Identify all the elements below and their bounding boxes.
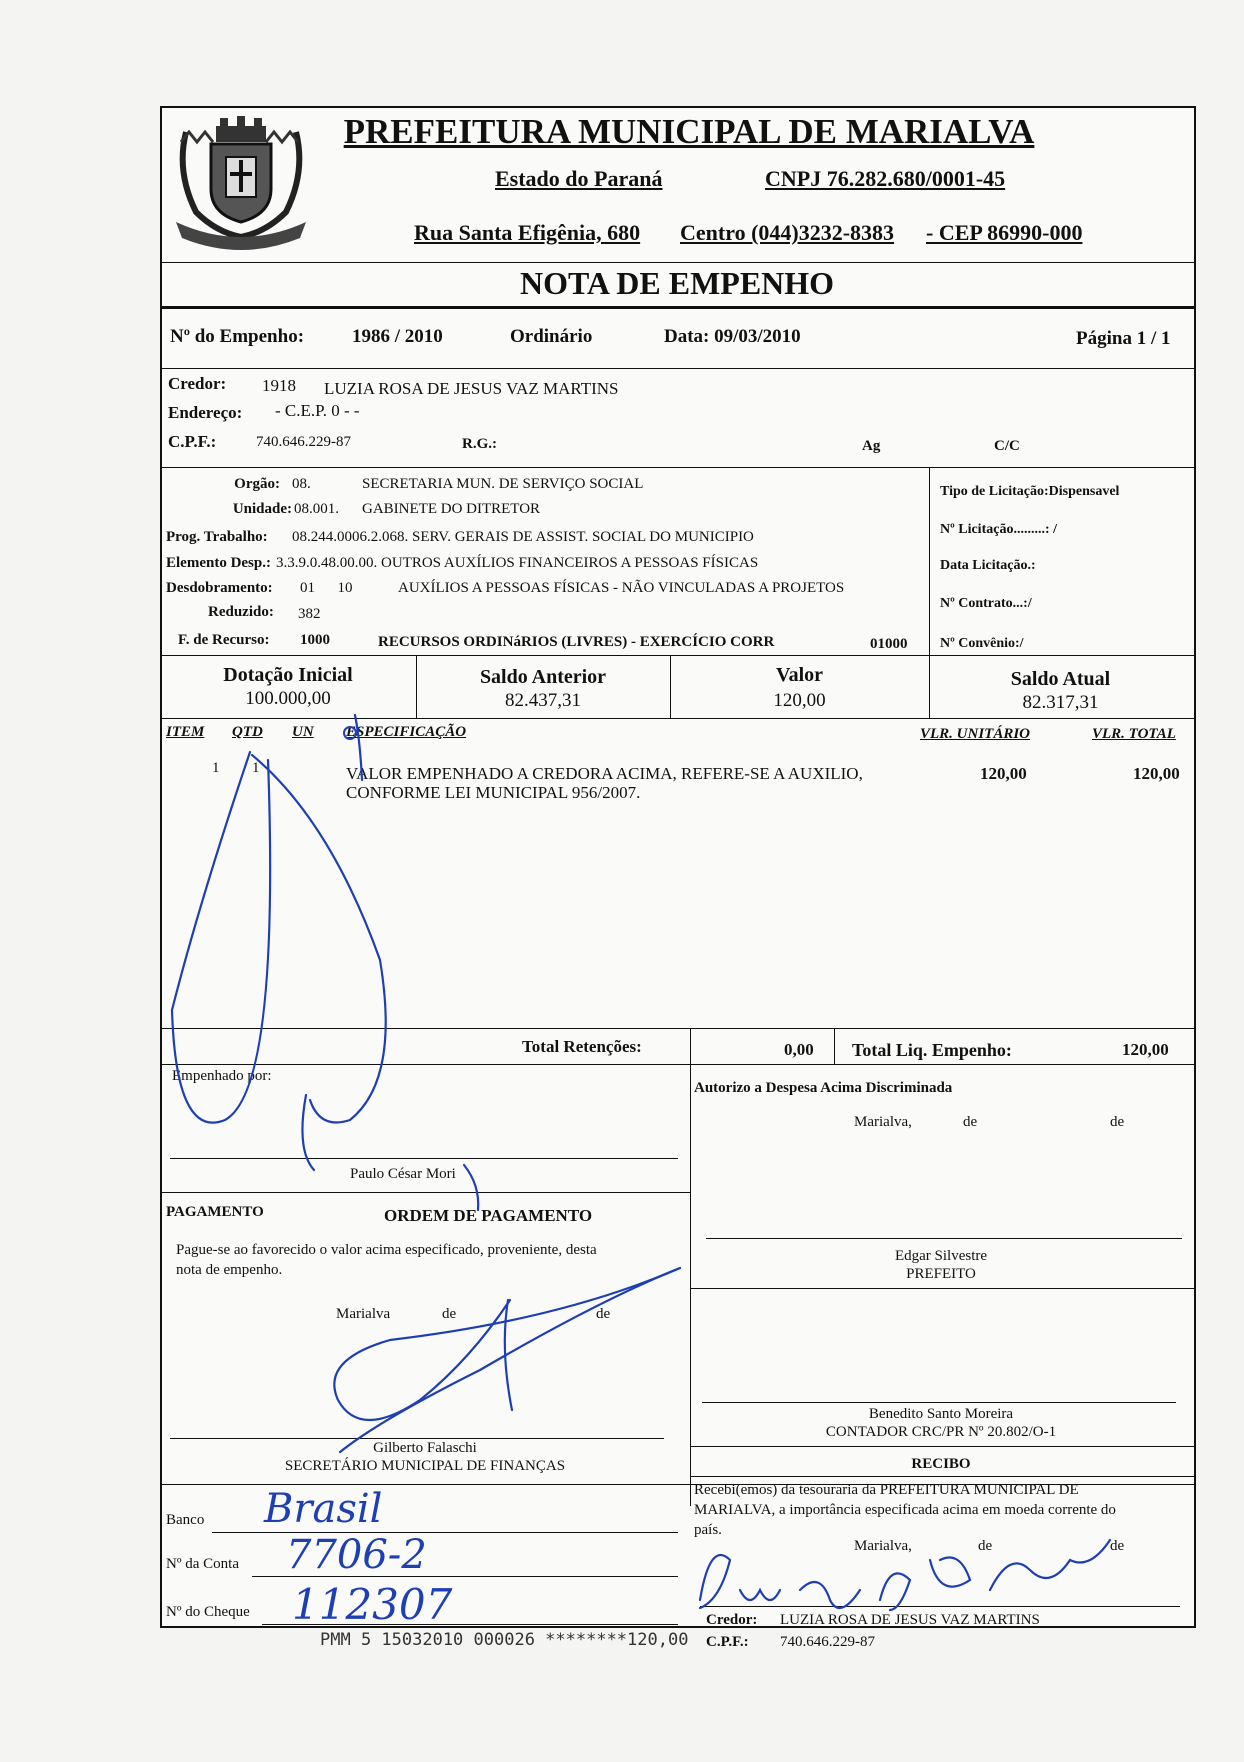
district-phone-label: Centro (044)3232-8383 [680,220,895,245]
total-value-col-header: VLR. TOTAL [1092,726,1176,742]
divider [690,1476,1194,1477]
conta-handwritten: 7706-2 [286,1532,427,1578]
fonte-number: 01000 [870,636,908,652]
ag-label: Ag [862,438,881,454]
recibo-de2: de [1110,1538,1125,1554]
secretario-name: Gilberto Falaschi [373,1440,477,1456]
credor-code: 1918 [262,376,296,395]
prog-label: Prog. Trabalho: [166,529,268,545]
especificacao-col-header: ESPECIFICAÇÃO [346,724,467,740]
prefeito-role: PREFEITO [906,1266,976,1282]
divider [160,1192,690,1193]
orgao-label: Orgão: [234,476,280,492]
secretario-role: SECRETÁRIO MUNICIPAL DE FINANÇAS [284,1458,566,1474]
qtd-col-header: QTD [232,724,263,740]
total-retencoes-value: 0,00 [784,1040,814,1059]
cheque-handwritten: 112307 [292,1580,453,1629]
autorizo-de2: de [1110,1114,1125,1130]
page-number: Página 1 / 1 [1076,328,1171,349]
desdobramento-value: AUXÍLIOS A PESSOAS FÍSICAS - NÃO VINCULADAS A PROJETOS [398,580,845,596]
divider [160,718,1194,719]
reduzido-label: Reduzido: [208,604,274,620]
contador-role: CONTADOR CRC/PR Nº 20.802/O-1 [825,1424,1057,1440]
empenhado-signature-line [170,1158,678,1159]
credor-label: Credor: [168,374,227,393]
item-number: 1 [212,760,220,776]
fonte-label: F. de Recurso: [178,632,270,648]
divider [160,467,1194,468]
autorizo-label: Autorizo a Despesa Acima Discriminada [694,1080,953,1096]
orgao-code: 08. [292,476,311,492]
item-col-header: ITEM [166,724,205,740]
valor-label: Valor [775,664,824,686]
recibo-de1: de [978,1538,993,1554]
desdobramento-code: 01 10 [300,580,353,596]
saldo-anterior-value: 82.437,31 [505,690,581,711]
orgao-name: SECRETARIA MUN. DE SERVIÇO SOCIAL [362,476,644,492]
licitacao-data: Data Licitação.: [940,558,1036,573]
recibo-cpf: 740.646.229-87 [780,1634,875,1650]
footer-code: PMM 5 15032010 000026 ********120,00 [320,1630,689,1650]
empenhado-name: Paulo César Mori [350,1166,456,1182]
recibo-text-line1: Recebi(emos) da tesouraria da PREFEITURA MUNICIPAL DE [694,1482,1079,1498]
recibo-credor-name: LUZIA ROSA DE JESUS VAZ MARTINS [780,1612,1040,1628]
recibo-place: Marialva, [854,1538,912,1554]
empenhado-label: Empenhado por: [172,1068,272,1084]
total-retencoes-label: Total Retenções: [522,1037,642,1056]
autorizo-place: Marialva, [854,1114,912,1130]
divider [160,655,1194,656]
pagamento-label: PAGAMENTO [166,1204,264,1220]
pagamento-de2: de [596,1306,611,1322]
elemento-label: Elemento Desp.: [166,555,271,571]
divider [160,1028,1194,1029]
empenho-label: Nº do Empenho: [170,326,305,347]
conta-label: Nº da Conta [166,1556,239,1572]
recibo-text-line2: MARIALVA, a importância especificada acima em moeda corrente do [694,1502,1116,1518]
unit-value-col-header: VLR. UNITÁRIO [920,726,1031,742]
prefeito-signature-line [706,1238,1182,1239]
prog-value: 08.244.0006.2.068. SERV. GERAIS DE ASSIST. SOCIAL DO MUNICIPIO [292,529,754,545]
banco-handwritten: Brasil [264,1486,383,1532]
recibo-credor-label: Credor: [706,1612,758,1628]
item-spec-line2: CONFORME LEI MUNICIPAL 956/2007. [346,783,641,802]
contrato-number: Nº Contrato...:/ [940,596,1032,611]
cheque-label: Nº do Cheque [166,1604,250,1620]
credor-address: - C.E.P. 0 - - [275,401,360,420]
fonte-value: RECURSOS ORDINáRIOS (LIVRES) - EXERCÍCIO CORR [378,634,775,650]
pagamento-text-line2: nota de empenho. [176,1262,283,1278]
dotacao-value: 100.000,00 [245,688,331,709]
divider [160,368,1194,369]
pagamento-place: Marialva [336,1306,391,1322]
divider [160,306,1194,309]
divider [929,467,930,655]
cnpj-label: CNPJ 76.282.680/0001-45 [765,166,1006,191]
doc-title: NOTA DE EMPENHO [519,265,835,301]
pagamento-de1: de [442,1306,457,1322]
banco-label: Banco [166,1512,205,1528]
contador-signature-line [702,1402,1176,1403]
item-qtd: 1 [252,760,260,776]
total-liquido-label: Total Liq. Empenho: [852,1040,1012,1060]
reduzido-value: 382 [298,606,321,622]
licitacao-numero: Nº Licitação.........: / [940,522,1057,537]
banco-line [212,1532,678,1533]
cep-label: - CEP 86990-000 [926,220,1083,245]
contador-name: Benedito Santo Moreira [868,1406,1014,1422]
divider [834,1028,835,1064]
ordem-pagamento-label: ORDEM DE PAGAMENTO [384,1206,593,1225]
recibo-text-line3: país. [694,1522,722,1538]
recibo-label: RECIBO [911,1456,971,1472]
empenho-type: Ordinário [510,326,593,347]
convenio-number: Nº Convênio:/ [940,636,1024,651]
unidade-label: Unidade: [232,501,292,517]
saldo-atual-label: Saldo Atual [1010,668,1111,690]
dotacao-label: Dotação Inicial [223,664,353,686]
fonte-code: 1000 [300,632,330,648]
autorizo-de1: de [963,1114,978,1130]
empenho-date: Data: 09/03/2010 [664,326,801,347]
state-label: Estado do Paraná [495,166,663,191]
divider [690,1028,691,1064]
empenho-number: 1986 / 2010 [352,326,443,347]
item-spec-line1: VALOR EMPENHADO A CREDORA ACIMA, REFERE-SE A AUXILIO, [346,764,863,783]
divider [160,1064,1194,1065]
elemento-value: 3.3.9.0.48.00.00. OUTROS AUXÍLIOS FINANCEIROS A PESSOAS FÍSICAS [276,555,759,571]
licitacao-tipo: Tipo de Licitação:Dispensavel [940,484,1120,499]
prefeito-name: Edgar Silvestre [894,1248,988,1264]
credor-cpf: 740.646.229-87 [256,434,351,450]
page-title: PREFEITURA MUNICIPAL DE MARIALVA [343,112,1035,151]
address-label: Rua Santa Efigênia, 680 [414,220,641,245]
rg-label: R.G.: [462,436,497,452]
item-unit-value: 120,00 [980,764,1027,783]
pagamento-text-line1: Pague-se ao favorecido o valor acima especificado, proveniente, desta [176,1242,597,1258]
un-col-header: UN [292,724,314,740]
address-field-label: Endereço: [168,403,243,422]
saldo-atual-value: 82.317,31 [1022,692,1099,713]
secretario-signature-line [170,1438,664,1439]
unidade-name: GABINETE DO DITRETOR [362,501,541,517]
cpf-label: C.P.F.: [168,432,217,451]
divider [690,1288,1194,1289]
total-liquido-value: 120,00 [1122,1040,1169,1059]
cc-label: C/C [994,438,1020,454]
item-total-value: 120,00 [1133,764,1180,783]
valor-value: 120,00 [773,690,826,711]
divider [690,1446,1194,1447]
recibo-signature-line [700,1606,1180,1607]
saldo-anterior-label: Saldo Anterior [479,666,607,688]
recibo-cpf-label: C.P.F.: [706,1634,749,1650]
credor-name: LUZIA ROSA DE JESUS VAZ MARTINS [324,379,619,398]
desdobramento-label: Desdobramento: [166,580,273,596]
unidade-code: 08.001. [294,501,339,517]
